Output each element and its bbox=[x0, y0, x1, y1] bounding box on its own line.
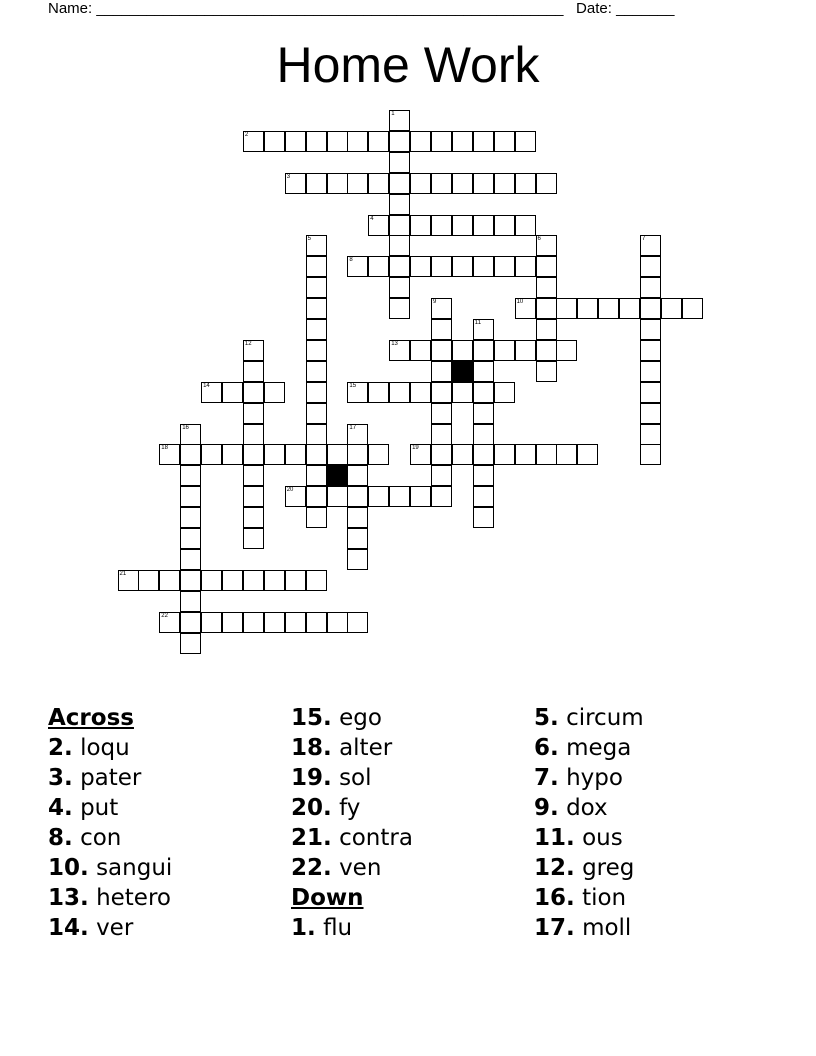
grid-cell[interactable] bbox=[536, 319, 557, 340]
clue-item-text: dox bbox=[566, 795, 608, 821]
grid-cell[interactable] bbox=[661, 298, 682, 319]
grid-cell[interactable] bbox=[347, 549, 368, 570]
grid-cell[interactable] bbox=[515, 256, 536, 277]
clue-number: 10 bbox=[516, 299, 524, 306]
clue-column bbox=[48, 703, 172, 943]
grid-cell[interactable] bbox=[452, 131, 473, 152]
clue-item bbox=[291, 823, 413, 853]
grid-cell[interactable] bbox=[410, 131, 431, 152]
grid-cell[interactable] bbox=[389, 215, 410, 236]
clue-item-number: 2. bbox=[48, 735, 73, 761]
grid-cell[interactable] bbox=[389, 173, 410, 194]
grid-cell[interactable] bbox=[431, 298, 452, 319]
grid-cell[interactable] bbox=[138, 570, 159, 591]
grid-cell[interactable] bbox=[452, 340, 473, 361]
grid-cell[interactable] bbox=[306, 403, 327, 424]
grid-cell[interactable] bbox=[431, 173, 452, 194]
clue-number: 17 bbox=[349, 424, 357, 431]
grid-cell[interactable] bbox=[389, 194, 410, 215]
clue-number: 5 bbox=[307, 236, 311, 243]
clue-item bbox=[291, 763, 413, 793]
grid-cell[interactable] bbox=[368, 444, 389, 465]
grid-cell[interactable] bbox=[577, 444, 598, 465]
grid-cell[interactable] bbox=[536, 277, 557, 298]
grid-cell[interactable] bbox=[243, 403, 264, 424]
grid-cell[interactable] bbox=[515, 131, 536, 152]
clue-item-number: 3. bbox=[48, 765, 73, 791]
grid-cell[interactable] bbox=[389, 277, 410, 298]
clue-item-number: 10. bbox=[48, 855, 89, 881]
grid-cell[interactable] bbox=[180, 549, 201, 570]
clue-item-text: put bbox=[80, 795, 119, 821]
clue-number: 15 bbox=[349, 382, 357, 389]
black-square bbox=[327, 465, 348, 486]
clue-heading: Across bbox=[48, 705, 134, 731]
grid-cell[interactable] bbox=[222, 612, 243, 633]
page-title: Home Work bbox=[276, 37, 540, 93]
name-label: Name: bbox=[48, 0, 93, 17]
clue-item bbox=[291, 853, 413, 883]
clue-number: 3 bbox=[286, 173, 291, 180]
grid-cell[interactable] bbox=[536, 256, 557, 277]
clue-item-number: 21. bbox=[291, 825, 332, 851]
clue-item-text: con bbox=[80, 825, 122, 851]
grid-cell[interactable] bbox=[410, 340, 431, 361]
grid-cell[interactable] bbox=[389, 256, 410, 277]
clue-item-text: alter bbox=[339, 735, 393, 761]
grid-cell[interactable] bbox=[180, 570, 201, 591]
grid-cell[interactable] bbox=[306, 256, 327, 277]
clue-item bbox=[291, 703, 413, 733]
grid-cell[interactable] bbox=[473, 256, 494, 277]
clues-section bbox=[0, 703, 816, 963]
grid-cell[interactable] bbox=[327, 444, 348, 465]
clue-item-text: sol bbox=[339, 765, 372, 791]
grid-cell[interactable] bbox=[368, 486, 389, 507]
grid-cell[interactable] bbox=[515, 340, 536, 361]
grid-cell[interactable] bbox=[306, 361, 327, 382]
grid-cell[interactable] bbox=[452, 256, 473, 277]
grid-cell[interactable] bbox=[473, 486, 494, 507]
clue-column bbox=[291, 703, 413, 943]
grid-cell[interactable] bbox=[431, 486, 452, 507]
grid-cell[interactable] bbox=[306, 131, 327, 152]
grid-cell[interactable] bbox=[243, 382, 264, 403]
grid-cell[interactable] bbox=[410, 256, 431, 277]
grid-cell[interactable] bbox=[180, 444, 201, 465]
grid-cell[interactable] bbox=[389, 152, 410, 173]
grid-cell[interactable] bbox=[306, 507, 327, 528]
grid-cell[interactable] bbox=[222, 444, 243, 465]
grid-cell[interactable] bbox=[306, 235, 327, 256]
grid-cell[interactable] bbox=[368, 215, 389, 236]
clue-number: 14 bbox=[203, 382, 210, 389]
grid-cell[interactable] bbox=[431, 340, 452, 361]
grid-cell[interactable] bbox=[640, 277, 661, 298]
clue-number: 2 bbox=[244, 131, 249, 138]
grid-cell[interactable] bbox=[452, 215, 473, 236]
grid-cell[interactable] bbox=[452, 444, 473, 465]
grid-cell[interactable] bbox=[201, 382, 222, 403]
clue-item bbox=[534, 733, 644, 763]
clue-item-text: loqu bbox=[80, 735, 130, 761]
grid-cell[interactable] bbox=[243, 528, 264, 549]
grid-cell[interactable] bbox=[347, 424, 368, 445]
grid-cell[interactable] bbox=[285, 131, 306, 152]
grid-cell[interactable] bbox=[640, 361, 661, 382]
grid-cell[interactable] bbox=[473, 340, 494, 361]
clue-item bbox=[291, 913, 413, 943]
grid-cell[interactable] bbox=[473, 319, 494, 340]
grid-cell[interactable] bbox=[347, 131, 368, 152]
grid-cell[interactable] bbox=[243, 361, 264, 382]
clue-number: 19 bbox=[412, 445, 419, 452]
clue-item bbox=[534, 883, 644, 913]
clue-number: 21 bbox=[119, 570, 127, 577]
grid-cell[interactable] bbox=[473, 173, 494, 194]
clue-item-number: 7. bbox=[534, 765, 559, 791]
grid-cell[interactable] bbox=[640, 382, 661, 403]
clue-number: 1 bbox=[391, 111, 395, 117]
grid-cell[interactable] bbox=[640, 298, 661, 319]
clue-number: 12 bbox=[244, 340, 252, 347]
clue-item-number: 11. bbox=[534, 825, 575, 851]
grid-cell[interactable] bbox=[222, 570, 243, 591]
grid-cell[interactable] bbox=[556, 444, 577, 465]
grid-cell[interactable] bbox=[368, 131, 389, 152]
grid-cell[interactable] bbox=[494, 173, 515, 194]
clue-item-text: ego bbox=[339, 705, 382, 731]
grid-cell[interactable] bbox=[327, 486, 348, 507]
grid-cell[interactable] bbox=[347, 256, 368, 277]
grid-cell[interactable] bbox=[243, 612, 264, 633]
clue-item-number: 22. bbox=[291, 855, 332, 881]
grid-cell[interactable] bbox=[473, 382, 494, 403]
grid-cell[interactable] bbox=[640, 256, 661, 277]
grid-cell[interactable] bbox=[389, 340, 410, 361]
grid-cell[interactable] bbox=[515, 173, 536, 194]
name-blank[interactable]: ________________________________________________________ bbox=[96, 0, 564, 17]
grid-cell[interactable] bbox=[159, 612, 180, 633]
grid-cell[interactable] bbox=[306, 612, 327, 633]
grid-cell[interactable] bbox=[180, 486, 201, 507]
grid-cell[interactable] bbox=[389, 131, 410, 152]
grid-cell[interactable] bbox=[243, 486, 264, 507]
grid-cell[interactable] bbox=[243, 340, 264, 361]
clue-item-text: tion bbox=[582, 885, 627, 911]
grid-cell[interactable] bbox=[494, 382, 515, 403]
clue-item bbox=[291, 733, 413, 763]
grid-cell[interactable] bbox=[306, 277, 327, 298]
grid-cell[interactable] bbox=[619, 298, 640, 319]
grid-cell[interactable] bbox=[306, 173, 327, 194]
grid-cell[interactable] bbox=[431, 131, 452, 152]
clue-item-number: 4. bbox=[48, 795, 73, 821]
clue-item-number: 12. bbox=[534, 855, 575, 881]
grid-cell[interactable] bbox=[243, 507, 264, 528]
grid-cell[interactable] bbox=[264, 131, 285, 152]
grid-cell[interactable] bbox=[640, 403, 661, 424]
grid-cell[interactable] bbox=[494, 256, 515, 277]
grid-cell[interactable] bbox=[243, 465, 264, 486]
grid-cell[interactable] bbox=[347, 444, 368, 465]
grid-cell[interactable] bbox=[410, 382, 431, 403]
clue-item bbox=[48, 823, 172, 853]
grid-cell[interactable] bbox=[285, 570, 306, 591]
clue-item bbox=[48, 733, 172, 763]
grid-cell[interactable] bbox=[473, 215, 494, 236]
clue-item bbox=[534, 763, 644, 793]
grid-cell[interactable] bbox=[452, 382, 473, 403]
clue-item-number: 20. bbox=[291, 795, 332, 821]
clue-item-number: 6. bbox=[534, 735, 559, 761]
clue-item-number: 16. bbox=[534, 885, 575, 911]
grid-cell[interactable] bbox=[473, 444, 494, 465]
clue-item bbox=[534, 823, 644, 853]
grid-cell[interactable] bbox=[389, 235, 410, 256]
clue-item bbox=[534, 853, 644, 883]
grid-cell[interactable] bbox=[473, 361, 494, 382]
grid-cell[interactable] bbox=[431, 465, 452, 486]
grid-cell[interactable] bbox=[306, 465, 327, 486]
grid-cell[interactable] bbox=[180, 591, 201, 612]
grid-cell[interactable] bbox=[368, 382, 389, 403]
grid-cell[interactable] bbox=[306, 570, 327, 591]
grid-cell[interactable] bbox=[180, 528, 201, 549]
grid-cell[interactable] bbox=[243, 131, 264, 152]
grid-cell[interactable] bbox=[347, 528, 368, 549]
grid-cell[interactable] bbox=[431, 215, 452, 236]
grid-cell[interactable] bbox=[306, 444, 327, 465]
clue-item bbox=[534, 793, 644, 823]
grid-cell[interactable] bbox=[598, 298, 619, 319]
grid-cell[interactable] bbox=[473, 465, 494, 486]
grid-cell[interactable] bbox=[494, 215, 515, 236]
grid-cell[interactable] bbox=[285, 612, 306, 633]
clue-number: 4 bbox=[370, 215, 374, 222]
grid-cell[interactable] bbox=[536, 444, 557, 465]
grid-cell[interactable] bbox=[201, 444, 222, 465]
grid-cell[interactable] bbox=[347, 486, 368, 507]
grid-cell[interactable] bbox=[347, 612, 368, 633]
clue-item-text: fy bbox=[339, 795, 361, 821]
date-blank[interactable]: _______ bbox=[616, 0, 675, 17]
grid-cell[interactable] bbox=[640, 319, 661, 340]
clue-item-text: sangui bbox=[96, 855, 173, 881]
grid-cell[interactable] bbox=[243, 444, 264, 465]
grid-cell[interactable] bbox=[473, 403, 494, 424]
grid-cell[interactable] bbox=[431, 256, 452, 277]
clue-heading: Down bbox=[291, 885, 364, 911]
grid-cell[interactable] bbox=[473, 507, 494, 528]
clue-item-text: hetero bbox=[96, 885, 171, 911]
grid-cell[interactable] bbox=[682, 298, 703, 319]
grid-cell[interactable] bbox=[577, 298, 598, 319]
grid-cell[interactable] bbox=[494, 131, 515, 152]
clue-number: 13 bbox=[391, 340, 398, 347]
clue-item-number: 15. bbox=[291, 705, 332, 731]
clue-item-number: 8. bbox=[48, 825, 73, 851]
grid-cell[interactable] bbox=[243, 570, 264, 591]
grid-cell[interactable] bbox=[389, 298, 410, 319]
clue-number: 9 bbox=[433, 299, 437, 306]
grid-cell[interactable] bbox=[347, 465, 368, 486]
grid-cell[interactable] bbox=[410, 486, 431, 507]
grid-cell[interactable] bbox=[368, 173, 389, 194]
grid-cell[interactable] bbox=[180, 507, 201, 528]
clue-item-number: 14. bbox=[48, 915, 89, 941]
grid-cell[interactable] bbox=[515, 298, 536, 319]
grid-cell[interactable] bbox=[431, 382, 452, 403]
grid-cell[interactable] bbox=[431, 403, 452, 424]
grid-cell[interactable] bbox=[368, 256, 389, 277]
clue-item-text: ver bbox=[96, 915, 134, 941]
clue-item-text: pater bbox=[80, 765, 142, 791]
grid-cell[interactable] bbox=[306, 298, 327, 319]
grid-cell[interactable] bbox=[431, 444, 452, 465]
grid-cell[interactable] bbox=[201, 570, 222, 591]
clue-item bbox=[48, 853, 172, 883]
clue-item-number: 17. bbox=[534, 915, 575, 941]
grid-cell[interactable] bbox=[431, 424, 452, 445]
grid-cell[interactable] bbox=[410, 173, 431, 194]
grid-cell[interactable] bbox=[285, 173, 306, 194]
grid-cell[interactable] bbox=[264, 382, 285, 403]
clue-item bbox=[48, 883, 172, 913]
grid-cell[interactable] bbox=[285, 444, 306, 465]
clue-number: 20 bbox=[286, 487, 294, 494]
clue-item-number: 13. bbox=[48, 885, 89, 911]
grid-cell[interactable] bbox=[347, 507, 368, 528]
grid-cell[interactable] bbox=[389, 486, 410, 507]
grid-cell[interactable] bbox=[285, 486, 306, 507]
clue-item-text: ous bbox=[582, 825, 623, 851]
clue-item-number: 19. bbox=[291, 765, 332, 791]
clue-item-text: moll bbox=[582, 915, 632, 941]
grid-cell[interactable] bbox=[306, 340, 327, 361]
grid-cell[interactable] bbox=[264, 570, 285, 591]
grid-cell[interactable] bbox=[410, 215, 431, 236]
clue-item-text: greg bbox=[582, 855, 635, 881]
grid-cell[interactable] bbox=[180, 633, 201, 654]
clue-item-number: 18. bbox=[291, 735, 332, 761]
grid-cell[interactable] bbox=[327, 612, 348, 633]
grid-cell[interactable] bbox=[536, 340, 557, 361]
clue-number: 16 bbox=[182, 424, 189, 431]
grid-cell[interactable] bbox=[494, 444, 515, 465]
clue-item-number: 1. bbox=[291, 915, 316, 941]
grid-cell[interactable] bbox=[306, 382, 327, 403]
grid-cell[interactable] bbox=[306, 486, 327, 507]
clue-item-text: ven bbox=[339, 855, 382, 881]
clue-item bbox=[48, 793, 172, 823]
grid-cell[interactable] bbox=[327, 131, 348, 152]
grid-cell[interactable] bbox=[347, 173, 368, 194]
clue-item bbox=[48, 763, 172, 793]
grid-cell[interactable] bbox=[389, 110, 410, 131]
grid-cell[interactable] bbox=[264, 444, 285, 465]
grid-cell[interactable] bbox=[640, 444, 661, 465]
grid-cell[interactable] bbox=[180, 612, 201, 633]
clue-number: 11 bbox=[474, 320, 482, 326]
grid-cell[interactable] bbox=[536, 235, 557, 256]
grid-cell[interactable] bbox=[640, 235, 661, 256]
grid-cell[interactable] bbox=[431, 319, 452, 340]
date-label: Date: bbox=[576, 0, 612, 17]
grid-cell[interactable] bbox=[410, 444, 431, 465]
grid-cell[interactable] bbox=[515, 215, 536, 236]
grid-cell[interactable] bbox=[640, 424, 661, 445]
clue-item-number: 9. bbox=[534, 795, 559, 821]
grid-cell[interactable] bbox=[452, 173, 473, 194]
clue-item bbox=[534, 703, 644, 733]
grid-cell[interactable] bbox=[556, 340, 577, 361]
clue-number: 7 bbox=[642, 236, 646, 243]
grid-cell[interactable] bbox=[118, 570, 139, 591]
grid-cell[interactable] bbox=[536, 298, 557, 319]
grid-cell[interactable] bbox=[536, 361, 557, 382]
clue-column bbox=[534, 703, 644, 943]
clue-item-text: hypo bbox=[566, 765, 623, 791]
grid-cell[interactable] bbox=[159, 570, 180, 591]
grid-cell[interactable] bbox=[347, 382, 368, 403]
grid-cell[interactable] bbox=[201, 612, 222, 633]
clue-item-text: flu bbox=[323, 915, 353, 941]
grid-cell[interactable] bbox=[494, 340, 515, 361]
clue-item bbox=[48, 913, 172, 943]
clue-number: 8 bbox=[349, 257, 353, 264]
clue-item-text: mega bbox=[566, 735, 632, 761]
clue-item bbox=[291, 793, 413, 823]
clue-item-number: 5. bbox=[534, 705, 559, 731]
grid-cell[interactable] bbox=[640, 340, 661, 361]
clue-number: 18 bbox=[161, 445, 168, 452]
grid-cell[interactable] bbox=[431, 361, 452, 382]
grid-cell[interactable] bbox=[180, 465, 201, 486]
grid-cell[interactable] bbox=[536, 173, 557, 194]
grid-cell[interactable] bbox=[222, 382, 243, 403]
clue-item bbox=[534, 913, 644, 943]
grid-cell[interactable] bbox=[389, 382, 410, 403]
grid-cell[interactable] bbox=[180, 424, 201, 445]
grid-cell[interactable] bbox=[473, 424, 494, 445]
grid-cell[interactable] bbox=[327, 173, 348, 194]
grid-cell[interactable] bbox=[515, 444, 536, 465]
grid-cell[interactable] bbox=[473, 131, 494, 152]
grid-cell[interactable] bbox=[306, 319, 327, 340]
grid-cell[interactable] bbox=[264, 612, 285, 633]
black-square bbox=[452, 361, 473, 382]
clue-number: 22 bbox=[161, 612, 168, 619]
clue-item-text: circum bbox=[566, 705, 644, 731]
grid-cell[interactable] bbox=[306, 424, 327, 445]
grid-cell[interactable] bbox=[556, 298, 577, 319]
clue-item-text: contra bbox=[339, 825, 413, 851]
grid-cell[interactable] bbox=[243, 424, 264, 445]
grid-cell[interactable] bbox=[159, 444, 180, 465]
clue-number: 6 bbox=[537, 236, 541, 243]
